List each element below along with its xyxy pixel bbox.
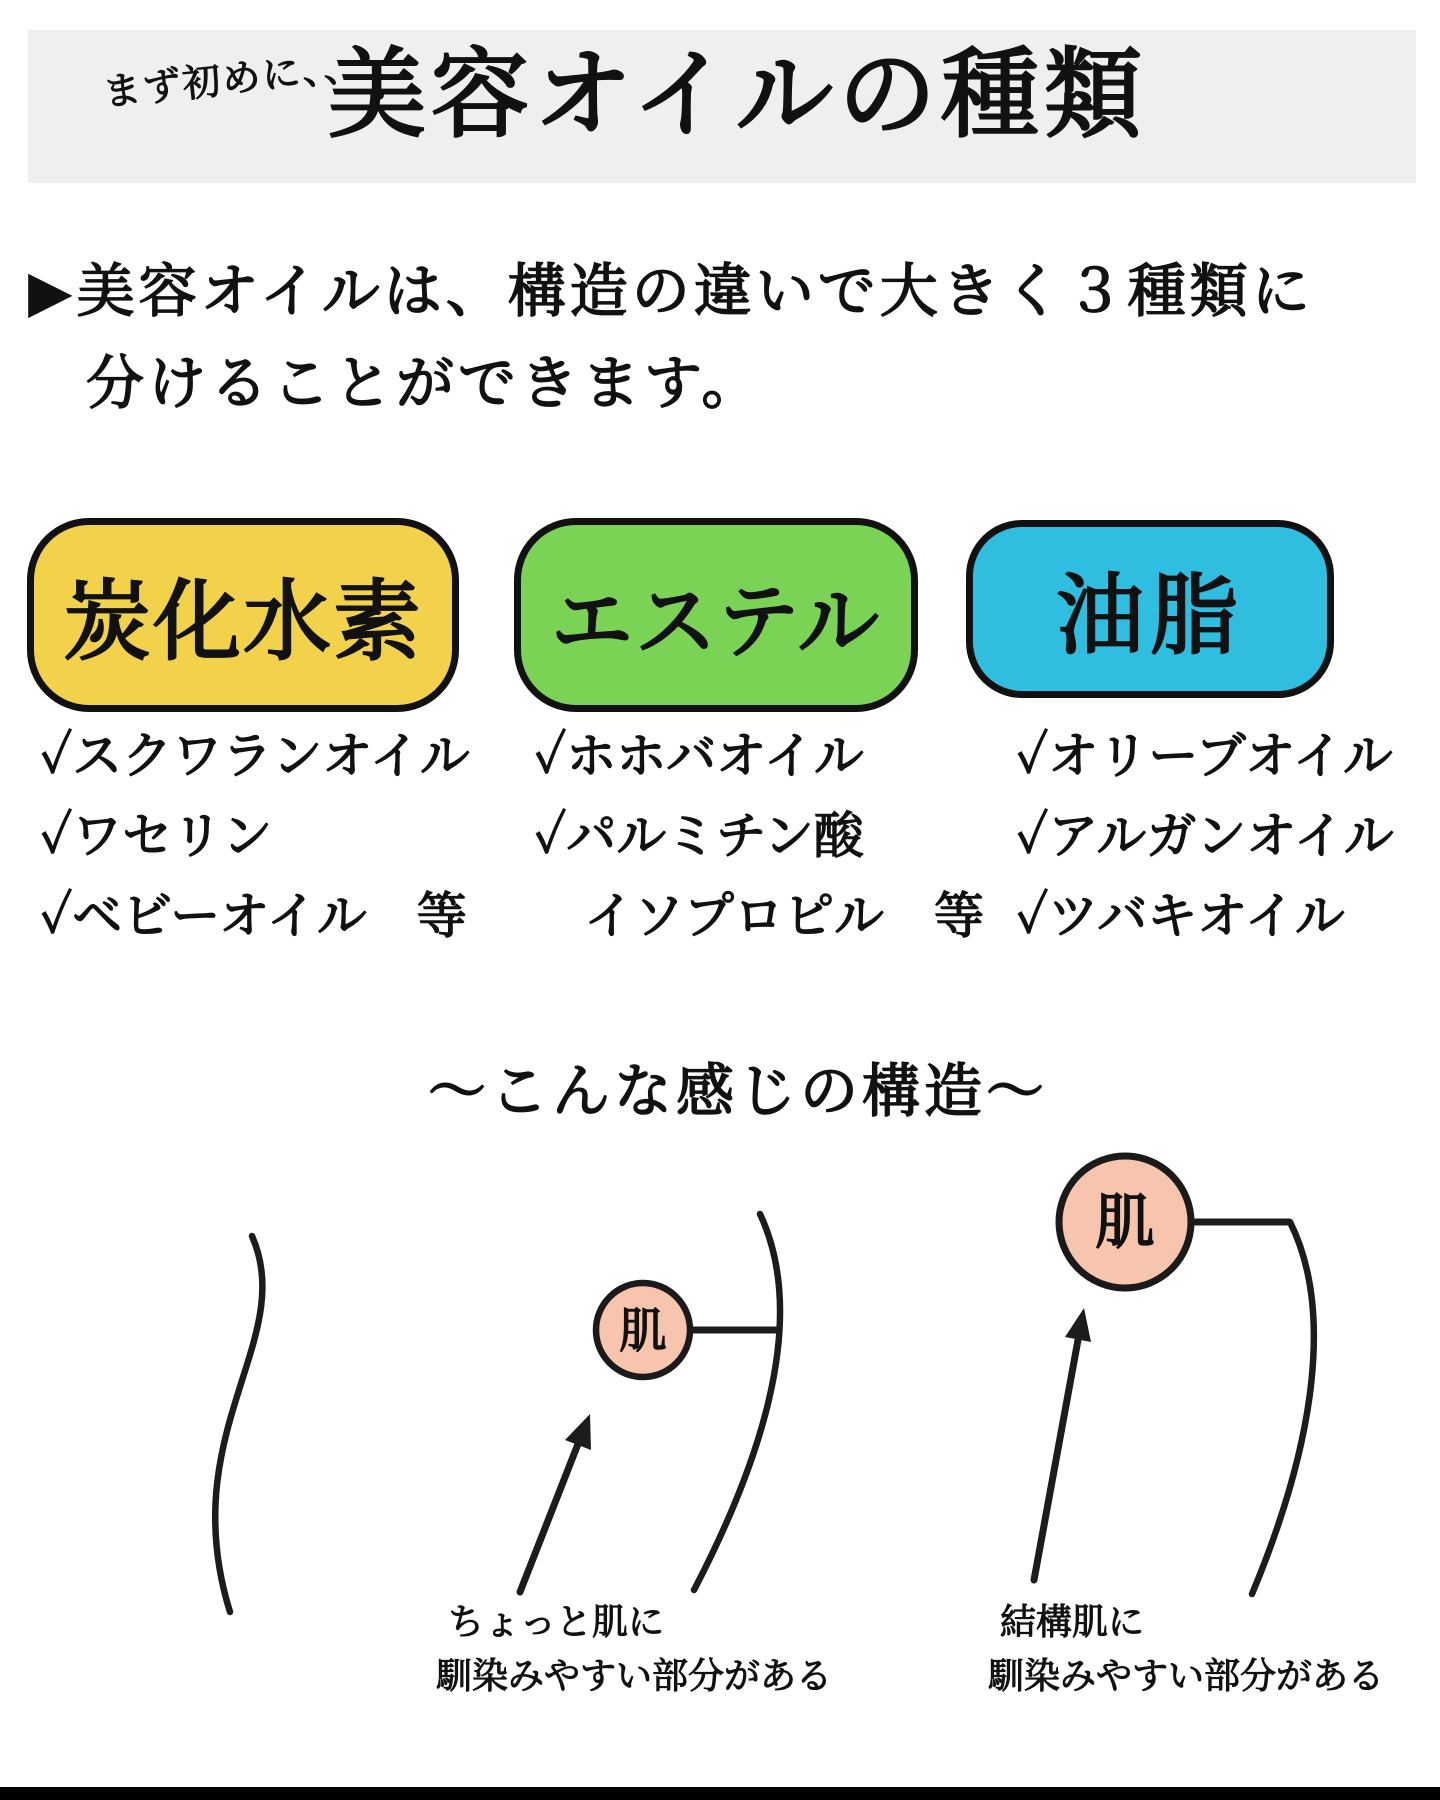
list-item: ✓アルガンオイル bbox=[1016, 808, 1394, 864]
caption-line: 馴染みやすい部分がある bbox=[988, 1656, 1385, 1697]
caption-line: 結構肌に bbox=[1000, 1602, 1145, 1643]
caption-line: 馴染みやすい部分がある bbox=[436, 1656, 833, 1697]
intro-line-2: 分けることができます。 bbox=[86, 351, 764, 416]
list-item: ✓ワセリン bbox=[40, 808, 273, 864]
list-item: ✓ベビーオイル 等 bbox=[40, 888, 467, 944]
fat-arrow-line bbox=[1034, 1340, 1078, 1580]
list-item: ✓パルミチン酸 bbox=[534, 808, 864, 864]
structure-heading: 〜こんな感じの構造〜 bbox=[428, 1059, 1049, 1124]
ester-skin-label: 肌 bbox=[618, 1305, 668, 1358]
bottom-bar bbox=[0, 1787, 1440, 1800]
category-label: 油脂 bbox=[1055, 569, 1244, 666]
category-label: 炭化水素 bbox=[62, 575, 423, 672]
page-title: 美容オイルの種類 bbox=[328, 42, 1148, 150]
fat-arrow-head bbox=[1065, 1308, 1091, 1342]
fat-chain-curve bbox=[1252, 1222, 1314, 1594]
fat-skin-label: 肌 bbox=[1095, 1190, 1155, 1256]
list-item: イソプロピル 等 bbox=[534, 888, 984, 944]
ester-arrow-head bbox=[565, 1414, 591, 1450]
list-item: ✓ホホバオイル bbox=[534, 728, 864, 784]
list-item: ✓オリーブオイル bbox=[1016, 728, 1393, 784]
caption-line: ちょっと肌に bbox=[448, 1602, 665, 1643]
hydrocarbon-chain-curve bbox=[215, 1236, 262, 1612]
lead-note: まず初めに、、 bbox=[100, 43, 365, 115]
ester-caption bbox=[436, 1596, 833, 1704]
intro-line-1: ▶美容オイルは、構造の違いで大きく３種類に bbox=[28, 259, 1314, 324]
ester-arrow-line bbox=[520, 1444, 578, 1592]
category-label: エステル bbox=[550, 576, 882, 668]
list-item: ✓スクワランオイル bbox=[40, 728, 470, 784]
list-item: ✓ツバキオイル bbox=[1016, 888, 1345, 944]
ester-chain-curve bbox=[694, 1214, 780, 1590]
fat-caption bbox=[988, 1596, 1385, 1704]
